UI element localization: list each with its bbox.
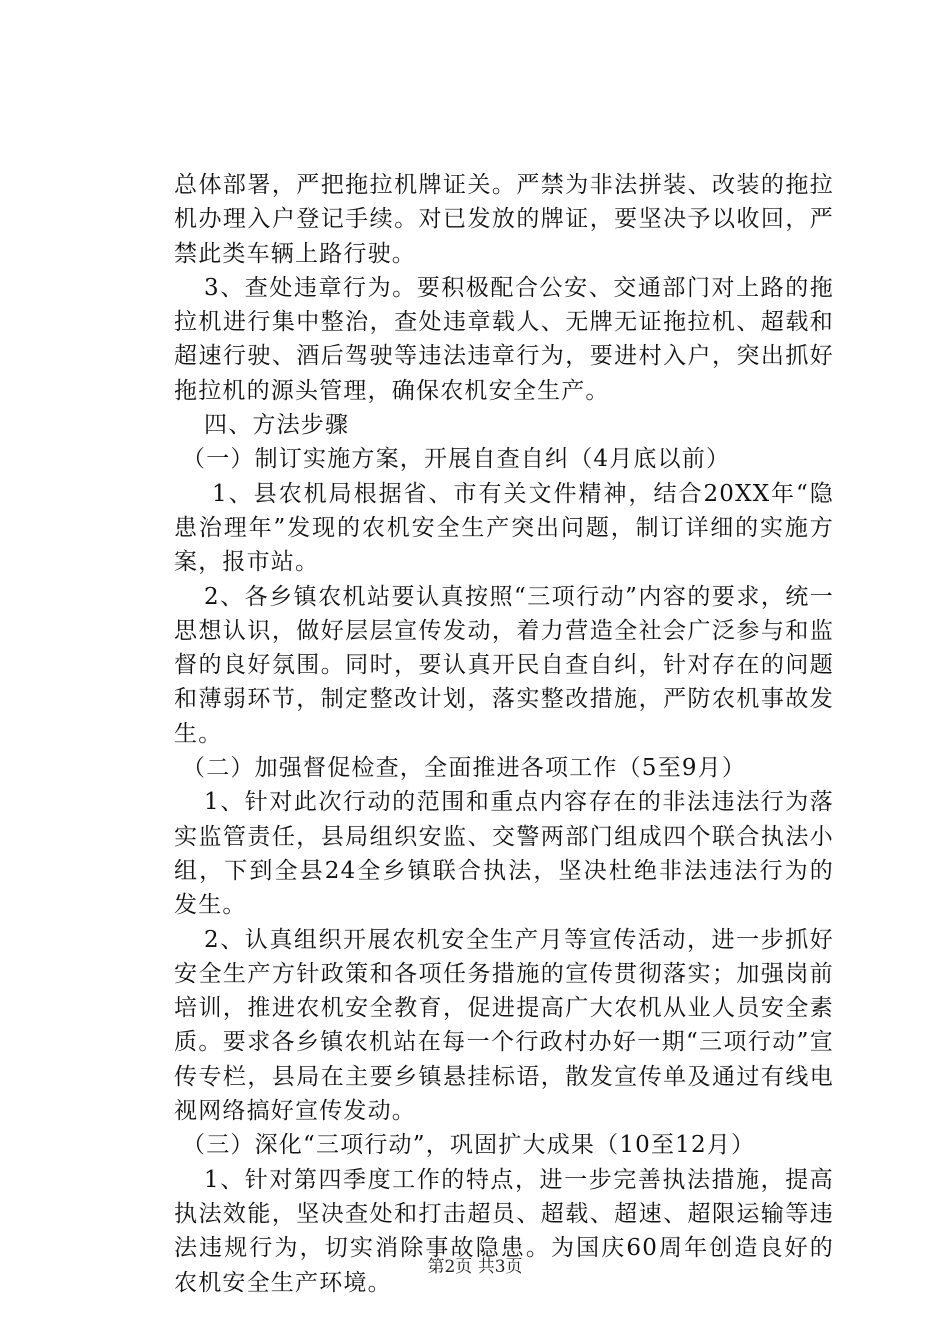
subheading-2: （二）加强督促检查，全面推进各项工作（5至9月） (182, 755, 747, 782)
paragraph-7: 1、针对第四季度工作的特点，进一步完善执法措施，提高执法效能，坚决查处和打击超员、超载、超速、超限运输等违法违规行为，切实消除事故隐患。为国庆60周年创造良好的农机安全生产环境。 (174, 1166, 834, 1296)
paragraph-6: 2、认真组织开展农机安全生产月等宣传活动，进一步抓好安全生产方针政策和各项任务措施的宣传贯彻落实；加强岗前培训，推进农机安全教育，促进提高广大农机从业人员安全素质。要求各乡镇农机站在每一个行政村办好一期“三项行动”宣传专栏，县局在主要乡镇悬挂标语，散发宣传单及通过有线电视网络搞好宣传发动。 (174, 926, 834, 1125)
section-heading-4: 四、方法步骤 (204, 412, 350, 439)
paragraph-1: 总体部署，严把拖拉机牌证关。严禁为非法拼装、改装的拖拉机办理入户登记手续。对已发放的牌证，要坚决予以收回，严禁此类车辆上路行驶。 (174, 172, 834, 267)
paragraph-3: 1、县农机局根据省、市有关文件精神，结合20XX年“隐患治理年”发现的农机安全生产突出问题，制订详细的实施方案，报市站。 (174, 480, 834, 576)
subheading-1: （一）制订实施方案，开展自查自纠（4月底以前） (182, 446, 731, 473)
document-body (174, 168, 834, 1300)
paragraph-4: 2、各乡镇农机站要认真按照“三项行动”内容的要求，统一思想认识，做好层层宣传发动，着力营造全社会广泛参与和监督的良好氛围。同时，要认真开民自查自纠，针对存在的问题和薄弱环节，制定整改计划，落实整改措施，严防农机事故发生。 (174, 583, 834, 747)
page-footer: 第2页 共3页 (427, 1257, 523, 1277)
paragraph-5: 1、针对此次行动的范围和重点内容存在的非法违法行为落实监管责任，县局组织安监、交警两部门组成四个联合执法小组，下到全县24全乡镇联合执法，坚决杜绝非法违法行为的发生。 (174, 789, 834, 919)
subheading-3: （三）深化“三项行动”，巩固扩大成果（10至12月） (182, 1132, 756, 1159)
paragraph-2: 3、查处违章行为。要积极配合公安、交通部门对上路的拖拉机进行集中整治，查处违章载人、无牌无证拖拉机、超载和超速行驶、酒后驾驶等违法违章行为，要进村入户，突出抓好拖拉机的源头管理，确保农机安全生产。 (174, 274, 834, 404)
